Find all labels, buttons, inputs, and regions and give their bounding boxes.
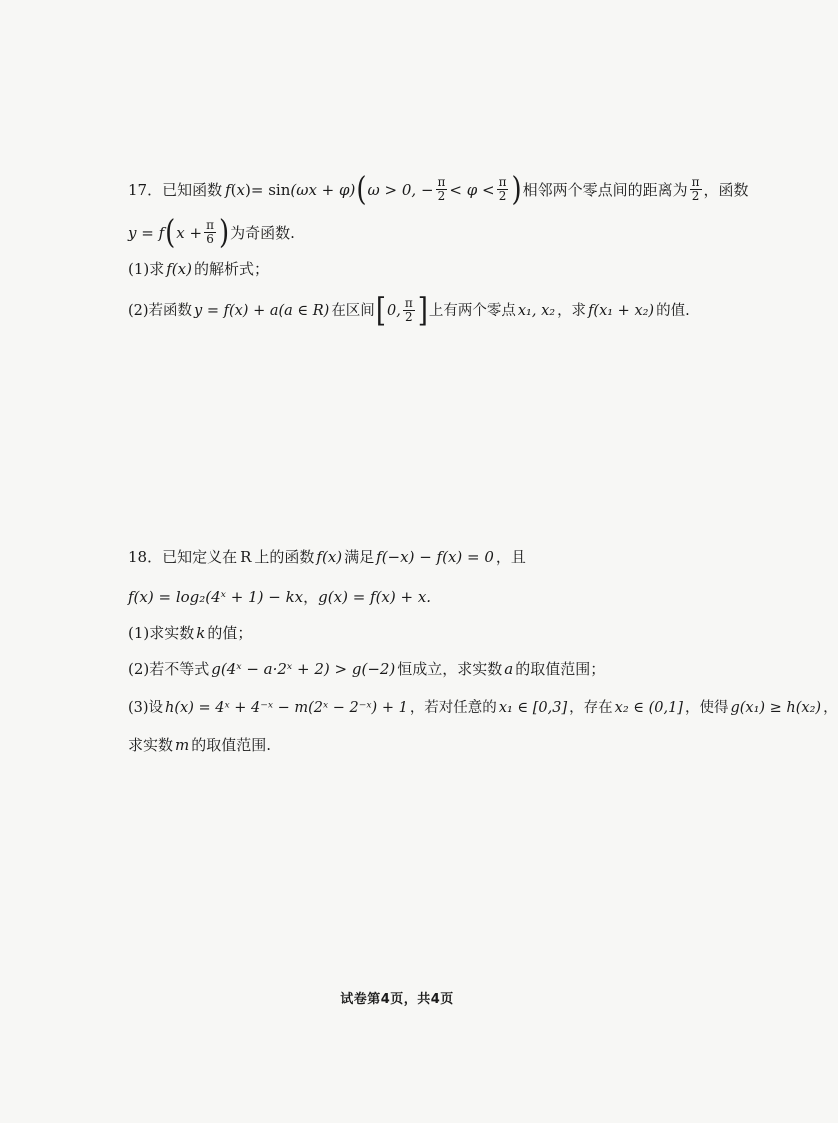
q17-part2-text3: 上有两个零点: [428, 302, 516, 319]
q18-part-2: [128, 658, 605, 680]
q18-part3-x1: x₁ ∈ [0,3]: [498, 700, 568, 716]
q17-interval-a: 0,: [386, 302, 401, 319]
q18-part2-text2: 恒成立，求实数: [397, 660, 503, 678]
q18-part3-text5: ，: [823, 700, 838, 716]
q18-part2-text1: (2)若不等式: [128, 660, 210, 678]
q18-part3b-text2: 的取值范围.: [191, 736, 272, 754]
q17-part1-text1: (1)求: [128, 260, 165, 278]
q17-line-1: [128, 170, 749, 209]
q18-fx: f(x): [316, 548, 343, 566]
q17-inner: x +: [176, 223, 203, 242]
frac-den: 2: [404, 310, 413, 324]
q18-part1-text2: 的值；: [207, 624, 253, 642]
q17-part2-text2: 在区间: [331, 302, 375, 319]
q18-line-2: [128, 586, 431, 608]
q18-part3-text4: ，使得: [684, 700, 729, 716]
q18-part1-k: k: [196, 624, 206, 642]
q17-cond-open-paren: (: [356, 170, 367, 209]
q18-part3-text1: (3)设: [128, 700, 164, 716]
q18-part3-ineq: g(x₁) ≥ h(x₂): [730, 700, 822, 716]
frac-num: π: [206, 218, 214, 232]
q18-part3-x2: x₂ ∈ (0,1]: [614, 700, 683, 716]
frac-den: 2: [437, 189, 446, 203]
q18-text1: 已知定义在: [162, 548, 238, 566]
q17-part-1: [128, 258, 269, 280]
q17-part2-zeros: x₁, x₂: [517, 302, 556, 319]
q18-part3b-m: m: [175, 736, 190, 754]
frac-den: 6: [206, 232, 214, 246]
q18-part3-text2: ，若对任意的: [409, 700, 497, 716]
q17-frac-pi-2: [436, 176, 448, 203]
q18-sep: ，: [303, 588, 319, 606]
q17-part2-fsum: f(x₁ + x₂): [588, 302, 655, 319]
q18-text3: 满足: [344, 548, 375, 566]
q17-arg: (ωx + φ): [290, 180, 356, 199]
q17-part2-text4: ，求: [557, 302, 587, 319]
q18-line-1: [128, 546, 526, 568]
q17-close-paren-2: ): [218, 213, 230, 252]
q17-open-paren-2: (: [165, 213, 176, 252]
q18-part-3: [128, 697, 838, 719]
frac-num: π: [498, 175, 507, 189]
q18-R: R: [240, 548, 252, 566]
q18-number: 18．: [128, 548, 163, 566]
frac-num: π: [437, 175, 446, 189]
q17-cond-a: ω > 0, −: [367, 180, 434, 199]
q17-interval-open: [: [375, 291, 386, 330]
q17-part2-expr: y = f(x) + a(a ∈ R): [194, 302, 330, 319]
frac-den: 2: [691, 189, 700, 203]
q17-lead-text: 已知函数: [162, 180, 223, 199]
q17-number: 17．: [128, 180, 163, 199]
q18-part3-hx: h(x) = 4ˣ + 4⁻ˣ − m(2ˣ − 2⁻ˣ) + 1: [165, 700, 408, 716]
q17-f: f: [225, 180, 231, 199]
q17-frac-pi-2-c: [690, 176, 702, 203]
q18-g-def: g(x) = f(x) + x.: [318, 588, 432, 606]
frac-num: π: [691, 175, 700, 189]
q18-part-1: [128, 622, 252, 644]
q17-part1-text2: 的解析式；: [193, 260, 269, 278]
q17-tail: 相邻两个零点间的距离为: [522, 180, 688, 199]
q17-line-2: [128, 213, 295, 252]
q17-frac-pi-2-b: [497, 176, 509, 203]
q17-odd-text: 为奇函数.: [230, 223, 295, 242]
q18-part3-text3: ，存在: [569, 700, 613, 716]
q18-part3b-text1: 求实数: [128, 736, 174, 754]
q17-x: x: [236, 180, 245, 199]
q17-tail2: ，函数: [703, 180, 749, 199]
q18-part2-a: a: [504, 660, 514, 678]
q17-lparen: (: [230, 180, 237, 199]
q17-frac-pi-6: [204, 219, 216, 246]
q17-y-eq-f: y = f: [128, 223, 165, 242]
q17-part1-fx: f(x): [166, 260, 192, 278]
q18-part2-text3: 的取值范围；: [515, 660, 606, 678]
q18-part2-expr: g(4ˣ − a·2ˣ + 2) > g(−2): [211, 660, 396, 678]
q17-rparen: ): [245, 180, 251, 199]
q18-f-def: f(x) = log₂(4ˣ + 1) − kx: [128, 588, 304, 606]
q17-part2-text5: 的值.: [656, 302, 690, 319]
q18-cond: f(−x) − f(x) = 0: [376, 548, 494, 566]
q17-part-2: [128, 291, 690, 330]
q18-part1-text1: (1)求实数: [128, 624, 195, 642]
q18-part-3-cont: [128, 734, 271, 756]
q17-sin: = sin: [250, 180, 291, 199]
q17-cond-close-paren: ): [511, 170, 522, 209]
q18-text2: 上的函数: [254, 548, 315, 566]
q18-text4: ，且: [495, 548, 526, 566]
q17-interval-frac: [403, 297, 415, 324]
q17-part2-text1: (2)若函数: [128, 302, 193, 319]
page-footer: 试卷第4页，共4页: [340, 992, 454, 1007]
frac-den: 2: [498, 189, 507, 203]
q17-cond-b: < φ <: [449, 180, 495, 199]
frac-num: π: [404, 296, 413, 310]
q17-interval-close: ]: [417, 291, 428, 330]
